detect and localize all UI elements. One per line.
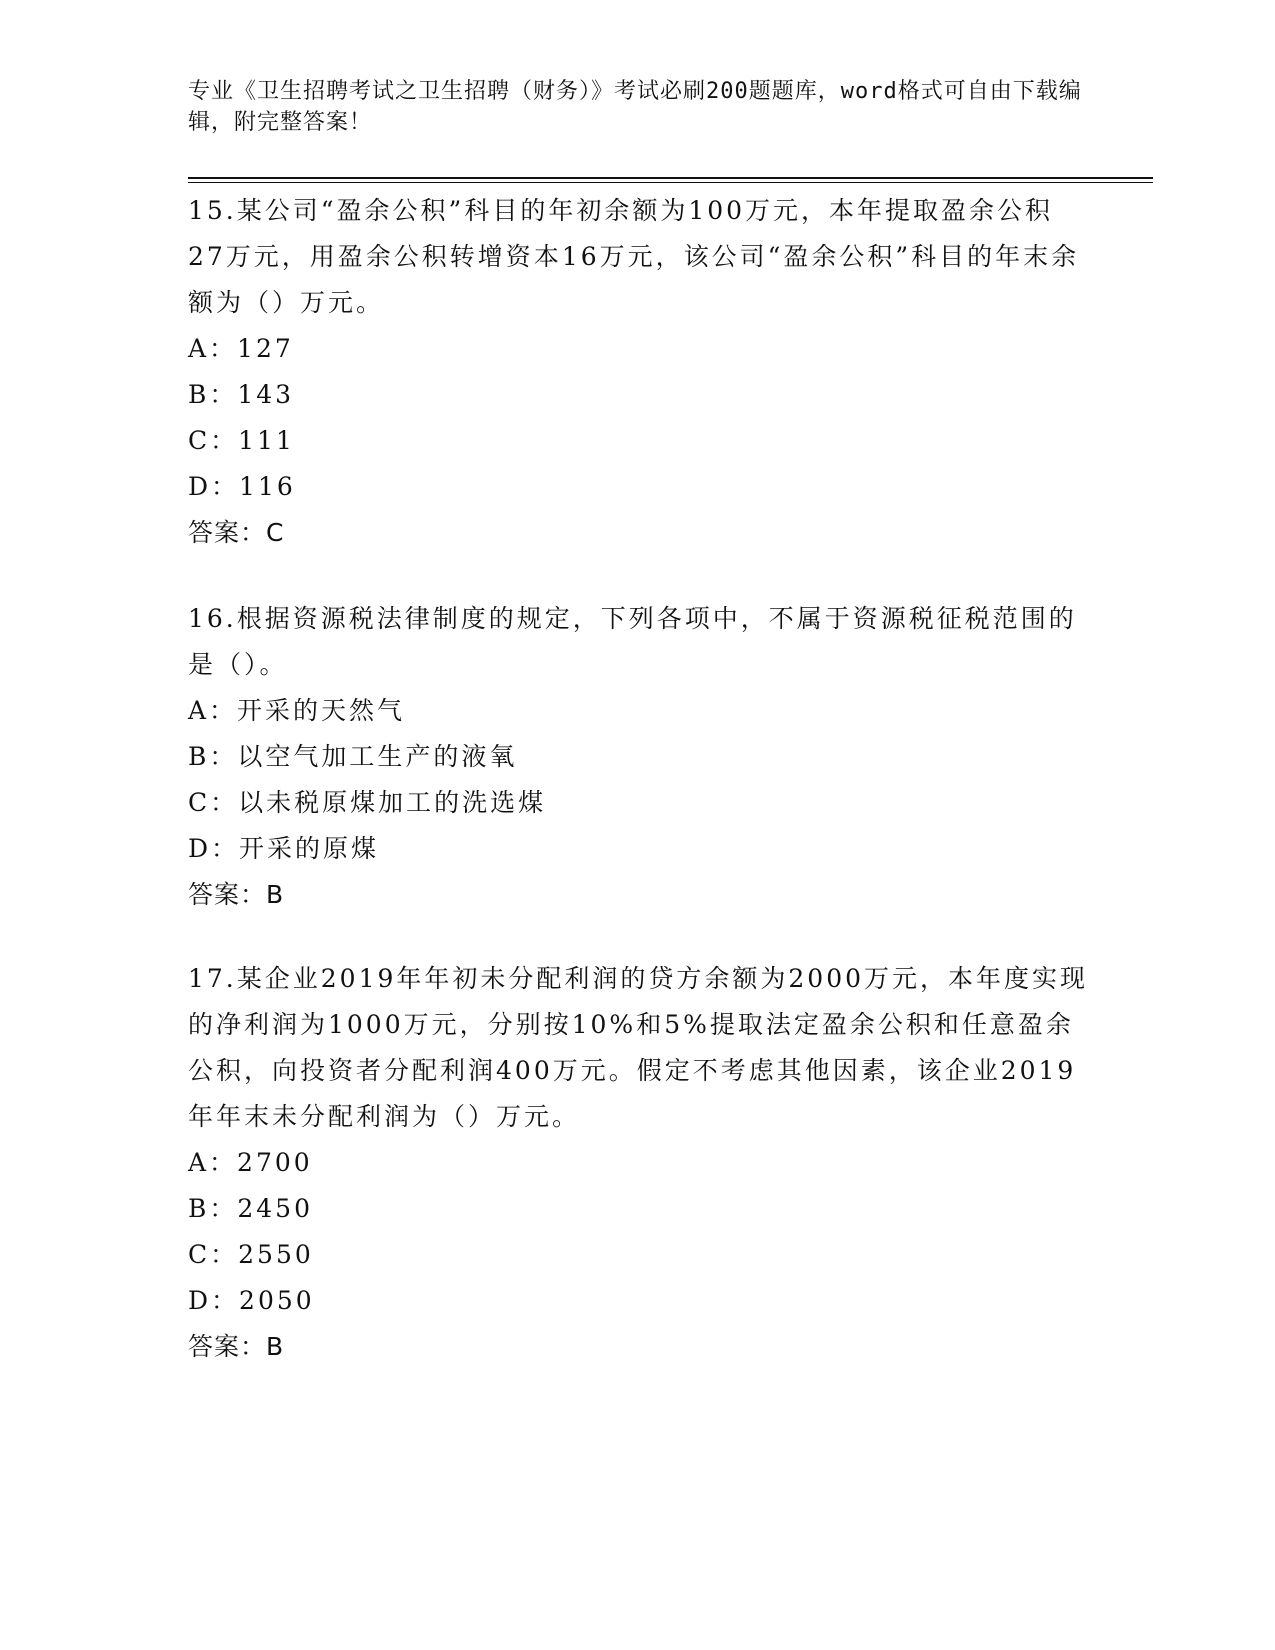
answer: 答案：C — [188, 518, 285, 547]
question-15 — [188, 188, 1088, 556]
option-c: C：2550 — [188, 1240, 314, 1269]
option-b: B：以空气加工生产的液氧 — [188, 742, 518, 771]
option-a: A：开采的天然气 — [188, 696, 406, 725]
answer: 答案：B — [188, 880, 285, 909]
option-d: D：116 — [188, 472, 296, 501]
option-b: B：2450 — [188, 1194, 313, 1223]
option-c: C：以未税原煤加工的洗选煤 — [188, 788, 547, 817]
question-16 — [188, 596, 1088, 918]
answer: 答案：B — [188, 1332, 285, 1361]
option-c: C：111 — [188, 426, 295, 455]
question-stem: 15.某公司“盈余公积”科目的年初余额为100万元，本年提取盈余公积27万元，用盈余公积转增资本16万元，该公司“盈余公积”科目的年末余额为（）万元。 — [188, 196, 1080, 317]
question-17 — [188, 956, 1088, 1370]
option-b: B：143 — [188, 380, 295, 409]
document-header: 专业《卫生招聘考试之卫生招聘（财务）》考试必刷200题题库，word格式可自由下载编辑，附完整答案！ — [188, 79, 1082, 135]
option-a: A：2700 — [188, 1148, 313, 1177]
header-divider-thick — [188, 177, 1153, 179]
question-stem: 16.根据资源税法律制度的规定，下列各项中，不属于资源税征税范围的是（）。 — [188, 604, 1077, 679]
option-d: D：开采的原煤 — [188, 834, 380, 863]
option-d: D：2050 — [188, 1286, 315, 1315]
header-divider-thin — [188, 182, 1153, 183]
option-a: A：127 — [188, 334, 294, 363]
question-stem: 17.某企业2019年年初未分配利润的贷方余额为2000万元，本年度实现的净利润为1000万元，分别按10%和5%提取法定盈余公积和任意盈余公积，向投资者分配利润400万元。假定不考虑其他因素，该企业2019年年末未分配利润为（）万元。 — [188, 964, 1089, 1131]
